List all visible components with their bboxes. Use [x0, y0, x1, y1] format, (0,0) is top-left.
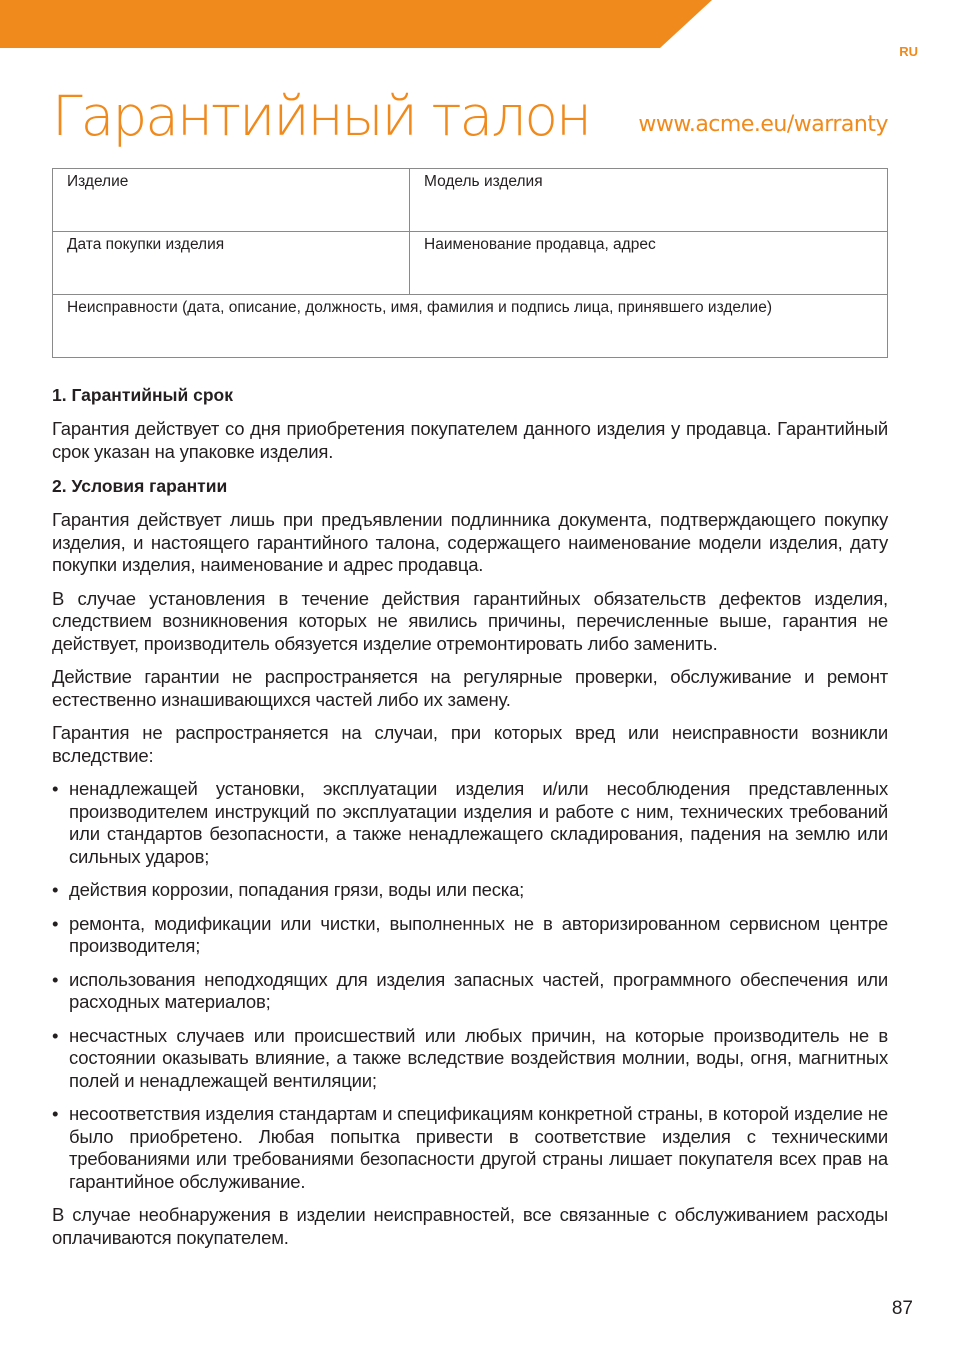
- list-item-text: ненадлежащей установки, эксплуатации изделия и/или несоблюдения представленных производителем инструкций по эксплуатации изделия и работе с ним, технических требований или стандартов безопасности, а также ненадлежащего складирования, падения на землю или сильных ударов;: [69, 778, 888, 867]
- paragraph: Гарантия не распространяется на случаи, при которых вред или неисправности возникли вследствие:: [52, 722, 888, 766]
- list-item: [52, 1025, 888, 1093]
- paragraph: Действие гарантии не распространяется на регулярные проверки, обслуживание и ремонт естественно изнашивающихся частей либо их замену.: [52, 666, 888, 710]
- list-item-text: ремонта, модификации или чистки, выполненных не в авторизированном сервисном центре производителя;: [69, 912, 888, 956]
- purchase-date-field: Дата покупки изделия: [53, 232, 410, 295]
- title-row: [52, 82, 888, 152]
- section-heading-warranty-period: 1. Гарантийный срок: [52, 385, 233, 405]
- list-item-text: несоответствия изделия стандартам и спецификациям конкретной страны, в которой изделие не было приобретено. Любая попытка привести в соответствие изделия с техническими требованиями или требованиями безопасности другой страны лишает покупателя всех прав на гарантийное обслуживание.: [69, 1103, 888, 1192]
- model-field: Модель изделия: [410, 169, 888, 232]
- bullet-icon: •: [52, 1103, 59, 1124]
- list-item: [52, 778, 888, 868]
- bullet-icon: •: [52, 1024, 59, 1046]
- section-heading-warranty-conditions: 2. Условия гарантии: [52, 476, 228, 496]
- warranty-terms: [52, 383, 888, 1260]
- defects-field: Неисправности (дата, описание, должность, имя, фамилия и подпись лица, принявшего изделие): [53, 295, 888, 358]
- list-item-text: использования неподходящих для изделия запасных частей, программного обеспечения или расходных материалов;: [69, 968, 888, 1012]
- paragraph: В случае необнаружения в изделии неисправностей, все связанные с обслуживанием расходы оплачиваются покупателем.: [52, 1204, 888, 1248]
- list-item: [52, 969, 888, 1014]
- bullet-icon: •: [52, 912, 59, 934]
- header-banner: [0, 0, 954, 50]
- warranty-form-table: [52, 168, 888, 358]
- bullet-icon: •: [52, 968, 59, 990]
- paragraph: Гарантия действует со дня приобретения покупателем данного изделия у продавца. Гарантийный срок указан на упаковке изделия.: [52, 418, 888, 462]
- paragraph: Гарантия действует лишь при предъявлении подлинника документа, подтверждающего покупку изделия, и настоящего гарантийного талона, содержащего наименование модели изделия, дату покупки изделия, наименование и адрес продавца.: [52, 509, 888, 575]
- list-item: [52, 1103, 888, 1193]
- bullet-icon: •: [52, 879, 59, 900]
- warranty-url: www.acme.eu/warranty: [638, 112, 888, 137]
- language-code: RU: [899, 44, 918, 59]
- list-item: [52, 879, 888, 902]
- exclusions-list: [52, 778, 888, 1193]
- bullet-icon: •: [52, 778, 59, 799]
- list-item-text: несчастных случаев или происшествий или любых причин, на которые производитель не в состоянии оказывать влияние, а также вследствие воздействия молнии, воды, огня, магнитных полей и ненадлежащей вентиляции;: [69, 1024, 888, 1091]
- paragraph: В случае установления в течение действия гарантийных обязательств дефектов изделия, следствием возникновения которых не явились причины, перечисленные выше, гарантия не действует, производитель обязуется изделие отремонтировать либо заменить.: [52, 587, 888, 654]
- list-item: [52, 913, 888, 958]
- seller-field: Наименование продавца, адрес: [410, 232, 888, 295]
- form-row: [53, 232, 888, 295]
- page-number: 87: [891, 1298, 913, 1319]
- form-row: [53, 169, 888, 232]
- list-item-text: действия коррозии, попадания грязи, воды или песка;: [69, 879, 525, 900]
- product-field: Изделие: [53, 169, 410, 232]
- page-title: Гарантийный талон: [52, 84, 590, 148]
- form-row: [53, 295, 888, 358]
